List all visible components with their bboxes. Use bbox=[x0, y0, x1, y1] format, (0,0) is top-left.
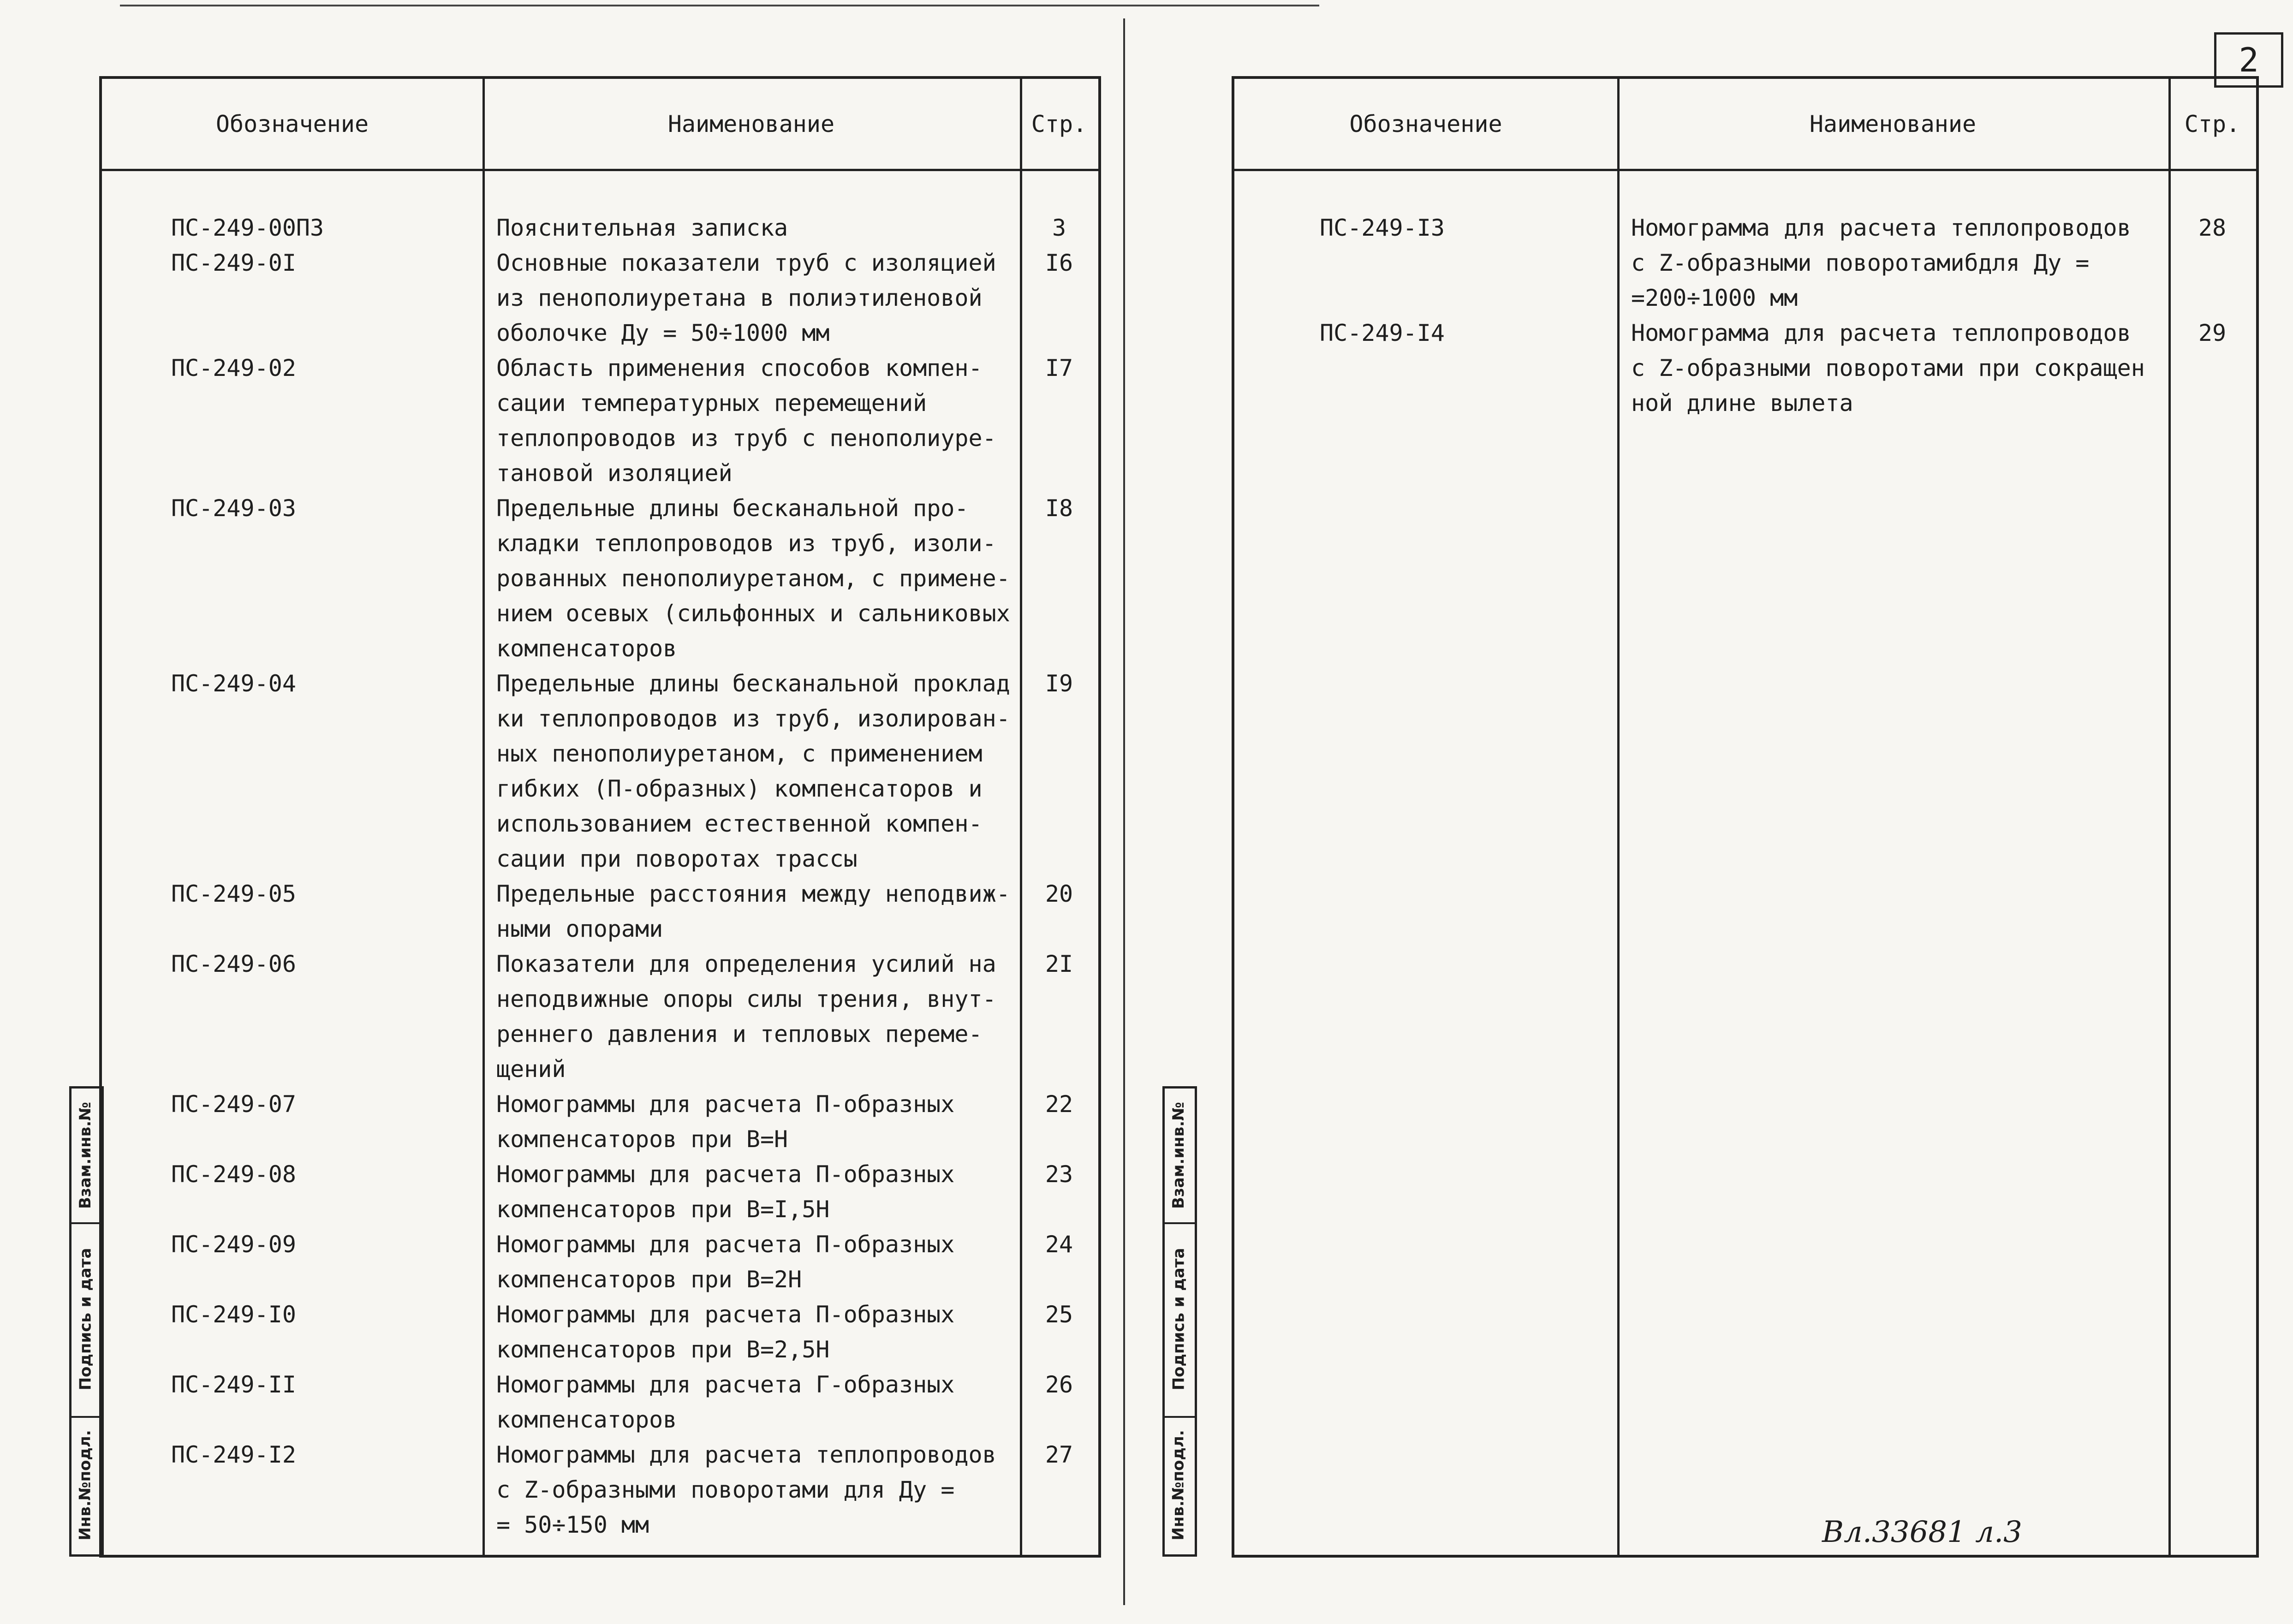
row-name-line: с Z-образными поворотами для Ду = bbox=[496, 1476, 955, 1503]
row-name-line: ных пенополиуретаном, с применением bbox=[496, 740, 983, 767]
left-approval-stamp bbox=[69, 1086, 104, 1557]
row-name-line: Номограммы для расчета П-образных bbox=[496, 1231, 955, 1258]
row-designation: ПС-249-00ПЗ bbox=[171, 214, 324, 241]
row-name-line: использованием естественной компен- bbox=[496, 810, 983, 837]
row-page-number: 24 bbox=[1045, 1231, 1073, 1258]
row-page-number: 27 bbox=[1045, 1441, 1073, 1468]
row-name-line: =200÷1000 мм bbox=[1631, 285, 1798, 311]
row-name-line: компенсаторов при В=2Н bbox=[496, 1266, 802, 1293]
row-name-line: теплопроводов из труб с пенополиуре- bbox=[496, 425, 996, 452]
row-page-number: I6 bbox=[1045, 250, 1073, 276]
row-name-line: Номограммы для расчета Г-образных bbox=[496, 1371, 955, 1398]
row-page-number: 28 bbox=[2198, 214, 2227, 241]
row-designation: ПС-249-II bbox=[171, 1371, 296, 1398]
header-divider bbox=[102, 169, 1098, 171]
stamp-original-inventory-label: Инв.№подл. bbox=[1169, 1430, 1188, 1541]
row-designation: ПС-249-09 bbox=[171, 1231, 296, 1258]
row-name-line: щений bbox=[496, 1056, 566, 1083]
row-designation: ПС-249-I4 bbox=[1320, 320, 1445, 346]
header-divider bbox=[1234, 169, 2256, 171]
row-name-line: Предельные расстояния между неподвиж- bbox=[496, 880, 1010, 907]
stamp-signature-date-label: Подпись и дата bbox=[1169, 1248, 1188, 1391]
row-name-line: Область применения способов компен- bbox=[496, 355, 983, 381]
row-name-line: неподвижные опоры силы трения, внут- bbox=[496, 986, 996, 1012]
row-name-line: кладки теплопроводов из труб, изоли- bbox=[496, 530, 996, 557]
header-designation: Обозначение bbox=[1349, 110, 1502, 137]
archive-signature: Вл.33681 л.3 bbox=[1822, 1515, 2022, 1549]
row-name-line: Номограмма для расчета теплопроводов bbox=[1631, 214, 2131, 241]
row-name-line: Номограммы для расчета теплопроводов bbox=[496, 1441, 996, 1468]
row-designation: ПС-249-07 bbox=[171, 1091, 296, 1118]
row-name-line: компенсаторов bbox=[496, 1406, 677, 1433]
sheet-number: 2 bbox=[2214, 32, 2283, 88]
row-designation: ПС-249-02 bbox=[171, 355, 296, 381]
row-name-line: компенсаторов при В=I,5Н bbox=[496, 1196, 830, 1223]
row-page-number: 2I bbox=[1045, 951, 1073, 977]
row-name-line: оболочке Ду = 50÷1000 мм bbox=[496, 320, 830, 346]
stamp-original-inventory-label: Инв.№подл. bbox=[76, 1430, 95, 1541]
row-page-number: 20 bbox=[1045, 880, 1073, 907]
row-page-number: I8 bbox=[1045, 495, 1073, 522]
row-name-line: Номограммы для расчета П-образных bbox=[496, 1091, 955, 1118]
column-divider bbox=[482, 79, 485, 1555]
row-name-line: Предельные длины бесканальной про- bbox=[496, 495, 969, 522]
row-page-number: 3 bbox=[1052, 214, 1066, 241]
row-page-number: 29 bbox=[2198, 320, 2227, 346]
row-page-number: 22 bbox=[1045, 1091, 1073, 1118]
row-name-line: = 50÷150 мм bbox=[496, 1511, 649, 1538]
column-divider bbox=[1020, 79, 1022, 1555]
row-name-line: Номограммы для расчета П-образных bbox=[496, 1301, 955, 1328]
row-name-line: Основные показатели труб с изоляцией bbox=[496, 250, 996, 276]
row-designation: ПС-249-04 bbox=[171, 670, 296, 697]
row-name-line: нием осевых (сильфонных и сальниковых bbox=[496, 600, 1010, 627]
row-name-line: компенсаторов при В=Н bbox=[496, 1126, 788, 1153]
row-name-line: с Z-образными поворотамибдля Ду = bbox=[1631, 250, 2090, 276]
header-page: Стр. bbox=[1031, 110, 1087, 137]
row-designation: ПС-249-I2 bbox=[171, 1441, 296, 1468]
fold-line bbox=[1123, 18, 1125, 1605]
row-designation: ПС-249-08 bbox=[171, 1161, 296, 1188]
row-name-line: ной длине вылета bbox=[1631, 390, 1853, 416]
row-name-line: с Z-образными поворотами при сокращен bbox=[1631, 355, 2145, 381]
row-name-line: ными опорами bbox=[496, 916, 663, 942]
row-name-line: Пояснительная записка bbox=[496, 214, 788, 241]
row-name-line: из пенополиуретана в полиэтиленовой bbox=[496, 285, 983, 311]
row-designation: ПС-249-I3 bbox=[1320, 214, 1445, 241]
stamp-replacement-inventory-label: Взам.инв.№ bbox=[76, 1102, 95, 1209]
row-designation: ПС-249-I0 bbox=[171, 1301, 296, 1328]
header-name: Наименование bbox=[1809, 110, 1977, 137]
column-divider bbox=[1617, 79, 1620, 1555]
row-page-number: 26 bbox=[1045, 1371, 1073, 1398]
row-name-line: Показатели для определения усилий на bbox=[496, 951, 996, 977]
row-name-line: ки теплопроводов из труб, изолирован- bbox=[496, 705, 1010, 732]
row-page-number: I7 bbox=[1045, 355, 1073, 381]
row-name-line: Номограмма для расчета теплопроводов bbox=[1631, 320, 2131, 346]
stamp-signature-date-label: Подпись и дата bbox=[76, 1248, 95, 1391]
row-designation: ПС-249-06 bbox=[171, 951, 296, 977]
row-page-number: 23 bbox=[1045, 1161, 1073, 1188]
right-approval-stamp bbox=[1162, 1086, 1197, 1557]
row-name-line: реннего давления и тепловых переме- bbox=[496, 1021, 983, 1047]
right-contents-table bbox=[1232, 76, 2259, 1558]
top-rule bbox=[120, 5, 1319, 6]
row-page-number: 25 bbox=[1045, 1301, 1073, 1328]
row-name-line: Предельные длины бесканальной проклад bbox=[496, 670, 1010, 697]
row-name-line: гибких (П-образных) компенсаторов и bbox=[496, 775, 983, 802]
header-designation: Обозначение bbox=[215, 110, 369, 137]
column-divider bbox=[2168, 79, 2171, 1555]
row-name-line: компенсаторов при В=2,5Н bbox=[496, 1336, 830, 1363]
row-name-line: сации температурных перемещений bbox=[496, 390, 927, 416]
row-designation: ПС-249-03 bbox=[171, 495, 296, 522]
row-designation: ПС-249-0I bbox=[171, 250, 296, 276]
row-name-line: сации при поворотах трассы bbox=[496, 845, 858, 872]
row-name-line: тановой изоляцией bbox=[496, 460, 733, 487]
header-name: Наименование bbox=[667, 110, 835, 137]
row-name-line: компенсаторов bbox=[496, 635, 677, 662]
stamp-replacement-inventory-label: Взам.инв.№ bbox=[1169, 1102, 1188, 1209]
row-name-line: Номограммы для расчета П-образных bbox=[496, 1161, 955, 1188]
row-designation: ПС-249-05 bbox=[171, 880, 296, 907]
row-page-number: I9 bbox=[1045, 670, 1073, 697]
row-name-line: рованных пенополиуретаном, с примене- bbox=[496, 565, 1010, 592]
left-contents-table bbox=[99, 76, 1101, 1558]
header-page: Стр. bbox=[2184, 110, 2240, 137]
